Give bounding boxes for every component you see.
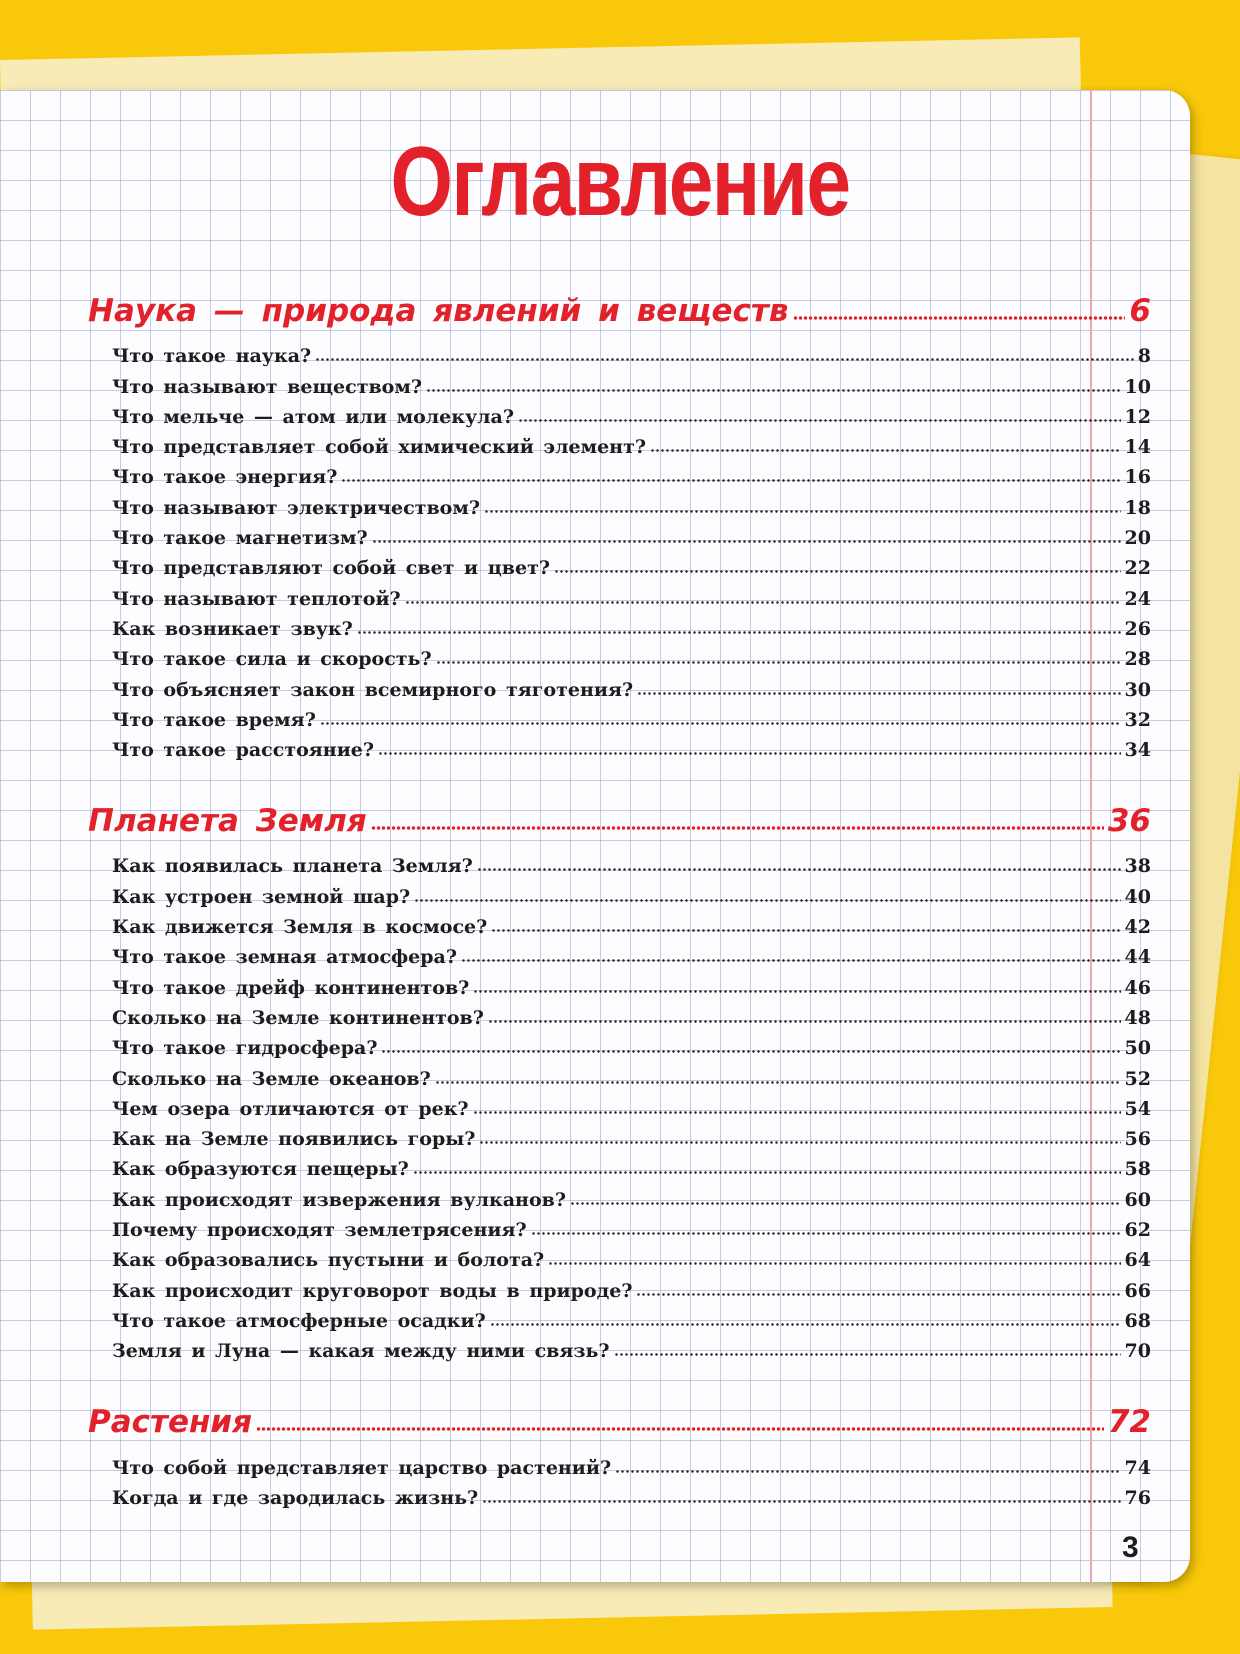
toc-entry[interactable]: [112, 877, 1151, 907]
toc-entry[interactable]: [112, 1271, 1151, 1301]
entry-page-number: 66: [1124, 1279, 1151, 1302]
entry-title: Что мельче — атом или молекула?: [112, 405, 514, 428]
dot-leader: [488, 1020, 1121, 1023]
entry-page-number: 74: [1124, 1456, 1151, 1479]
dot-leader: [484, 510, 1121, 513]
entry-page-number: 62: [1124, 1219, 1151, 1242]
entry-title: Почему происходят землетрясения?: [112, 1219, 527, 1242]
page-title: Оглавление: [390, 126, 850, 236]
entry-title: Как движется Земля в космосе?: [112, 916, 488, 939]
toc-entry[interactable]: [112, 908, 1151, 938]
entry-page-number: 40: [1124, 885, 1151, 908]
dot-leader: [531, 1232, 1121, 1235]
toc-entry[interactable]: [112, 367, 1151, 397]
dot-leader: [414, 899, 1120, 902]
entry-title: Что такое дрейф континентов?: [112, 976, 470, 999]
dot-leader: [405, 601, 1121, 604]
entry-page-number: 24: [1124, 587, 1151, 610]
entry-title: Чем озера отличаются от рек?: [112, 1097, 469, 1120]
toc-entry[interactable]: [112, 999, 1151, 1029]
dot-leader: [341, 479, 1120, 482]
dot-leader: [570, 1202, 1121, 1205]
entry-page-number: 22: [1124, 557, 1151, 580]
toc-entry[interactable]: [112, 1479, 1151, 1509]
dot-leader: [615, 1470, 1120, 1473]
dot-leader: [461, 959, 1121, 962]
toc-entry[interactable]: [112, 458, 1151, 488]
entry-page-number: 10: [1124, 375, 1151, 398]
entry-title: Что называют электричеством?: [112, 496, 480, 519]
dot-leader: [482, 1500, 1120, 1503]
toc-entry[interactable]: [112, 1332, 1151, 1362]
entry-page-number: 8: [1137, 345, 1151, 368]
toc-entry[interactable]: [112, 398, 1151, 428]
dot-leader: [636, 1293, 1120, 1296]
entry-page-number: 58: [1124, 1158, 1151, 1181]
dot-leader: [473, 990, 1120, 993]
entry-title: Земля и Луна — какая между ними связь?: [112, 1340, 610, 1363]
toc-entry[interactable]: [112, 519, 1151, 549]
toc-entry[interactable]: [112, 1211, 1151, 1241]
entry-page-number: 50: [1124, 1037, 1151, 1060]
dot-leader: [256, 1427, 1104, 1431]
toc-entry[interactable]: [112, 549, 1151, 579]
toc-entry[interactable]: [112, 488, 1151, 518]
toc-section-heading[interactable]: [88, 1386, 1151, 1440]
dot-leader: [435, 1081, 1121, 1084]
toc-entry[interactable]: [112, 847, 1151, 877]
entry-page-number: 60: [1124, 1188, 1151, 1211]
toc-entry[interactable]: [112, 1059, 1151, 1089]
entry-page-number: 34: [1124, 739, 1151, 762]
entry-title: Как происходят извержения вулканов?: [112, 1188, 566, 1211]
entry-page-number: 54: [1124, 1097, 1151, 1120]
toc-section-heading[interactable]: [88, 785, 1151, 839]
entry-page-number: 32: [1124, 708, 1151, 731]
toc-entry[interactable]: [112, 1302, 1151, 1332]
section-page-number: 72: [1107, 1404, 1151, 1441]
entry-title: Что такое земная атмосфера?: [112, 946, 457, 969]
entry-title: Что такое время?: [112, 708, 316, 731]
dot-leader: [357, 631, 1121, 634]
dot-leader: [637, 692, 1120, 695]
entry-title: Сколько на Земле континентов?: [112, 1006, 484, 1029]
dot-leader: [518, 419, 1121, 422]
toc-entry[interactable]: [112, 701, 1151, 731]
dot-leader: [477, 868, 1121, 871]
entry-title: Как устроен земной шар?: [112, 885, 411, 908]
entry-title: Что называют теплотой?: [112, 587, 401, 610]
toc-entry[interactable]: [112, 610, 1151, 640]
dot-leader: [650, 449, 1121, 452]
toc-entry[interactable]: [112, 640, 1151, 670]
entry-page-number: 42: [1124, 916, 1151, 939]
toc-entry[interactable]: [112, 968, 1151, 998]
entry-title: Как происходит круговорот воды в природе?: [112, 1279, 633, 1302]
entry-title: Что собой представляет царство растений?: [112, 1456, 612, 1479]
toc-entry[interactable]: [112, 731, 1151, 761]
entry-title: Что называют веществом?: [112, 375, 422, 398]
section-title: Планета Земля: [88, 803, 367, 840]
dot-leader: [381, 1050, 1120, 1053]
entry-title: Что такое атмосферные осадки?: [112, 1309, 486, 1332]
entry-page-number: 56: [1124, 1128, 1151, 1151]
section-title: Наука — природа явлений и веществ: [88, 293, 789, 329]
toc-entry[interactable]: [112, 1150, 1151, 1180]
entry-page-number: 12: [1124, 405, 1151, 428]
toc-entry[interactable]: [112, 1180, 1151, 1210]
entry-title: Что представляет собой химический элемент?: [112, 436, 646, 459]
table-of-contents: [88, 275, 1151, 1509]
dot-leader: [554, 570, 1121, 573]
entry-page-number: 46: [1124, 976, 1151, 999]
entry-title: Как возникает звук?: [112, 617, 353, 640]
dot-leader: [378, 752, 1121, 755]
toc-entry[interactable]: [112, 1241, 1151, 1271]
entry-title: Когда и где зародилась жизнь?: [112, 1486, 479, 1509]
toc-entry[interactable]: [112, 1120, 1151, 1150]
dot-leader: [436, 661, 1121, 664]
entry-page-number: 70: [1124, 1340, 1151, 1363]
toc-entry[interactable]: [112, 1090, 1151, 1120]
page-number: 3: [1122, 1531, 1139, 1564]
entry-page-number: 28: [1124, 648, 1151, 671]
entry-title: Что такое расстояние?: [112, 739, 375, 762]
entry-page-number: 20: [1124, 527, 1151, 550]
toc-entry[interactable]: [112, 428, 1151, 458]
entry-title: Что такое сила и скорость?: [112, 648, 432, 671]
toc-entry[interactable]: [112, 1029, 1151, 1059]
entry-title: Что такое гидросфера?: [112, 1037, 378, 1060]
toc-section-heading[interactable]: [88, 275, 1151, 329]
toc-entry[interactable]: [112, 670, 1151, 700]
entry-page-number: 52: [1124, 1067, 1151, 1090]
dot-leader: [491, 929, 1120, 932]
dot-leader: [490, 1323, 1121, 1326]
entry-title: Как образовались пустыни и болота?: [112, 1249, 545, 1272]
entry-title: Сколько на Земле океанов?: [112, 1067, 431, 1090]
dot-leader: [371, 826, 1104, 830]
dot-leader: [372, 540, 1121, 543]
dot-leader: [320, 722, 1121, 725]
entry-title: Что объясняет закон всемирного тяготения?: [112, 678, 634, 701]
entry-title: Что представляют собой свет и цвет?: [112, 557, 550, 580]
entry-page-number: 30: [1124, 678, 1151, 701]
entry-page-number: 16: [1124, 466, 1151, 489]
section-page-number: 36: [1107, 803, 1151, 840]
toc-entry[interactable]: [112, 1448, 1151, 1478]
dot-leader: [473, 1111, 1121, 1114]
toc-entry[interactable]: [112, 579, 1151, 609]
dot-leader: [479, 1141, 1120, 1144]
dot-leader: [793, 316, 1126, 320]
entry-page-number: 68: [1124, 1309, 1151, 1332]
entry-title: Как на Земле появились горы?: [112, 1128, 476, 1151]
toc-entry[interactable]: [112, 938, 1151, 968]
entry-title: Как образуются пещеры?: [112, 1158, 409, 1181]
entry-page-number: 76: [1124, 1486, 1151, 1509]
entry-page-number: 14: [1124, 436, 1151, 459]
dot-leader: [614, 1353, 1121, 1356]
entry-page-number: 38: [1124, 855, 1151, 878]
dot-leader: [548, 1262, 1120, 1265]
dot-leader: [413, 1171, 1121, 1174]
entry-title: Что такое энергия?: [112, 466, 338, 489]
entry-title: Что такое наука?: [112, 345, 312, 368]
entry-page-number: 64: [1124, 1249, 1151, 1272]
entry-page-number: 26: [1124, 617, 1151, 640]
entry-title: Что такое магнетизм?: [112, 527, 368, 550]
dot-leader: [426, 389, 1121, 392]
toc-entry[interactable]: [112, 337, 1151, 367]
entry-page-number: 48: [1124, 1006, 1151, 1029]
entry-page-number: 44: [1124, 946, 1151, 969]
section-page-number: 6: [1129, 293, 1151, 329]
dot-leader: [315, 358, 1134, 361]
entry-title: Как появилась планета Земля?: [112, 855, 473, 878]
section-title: Растения: [88, 1404, 253, 1441]
entry-page-number: 18: [1124, 496, 1151, 519]
